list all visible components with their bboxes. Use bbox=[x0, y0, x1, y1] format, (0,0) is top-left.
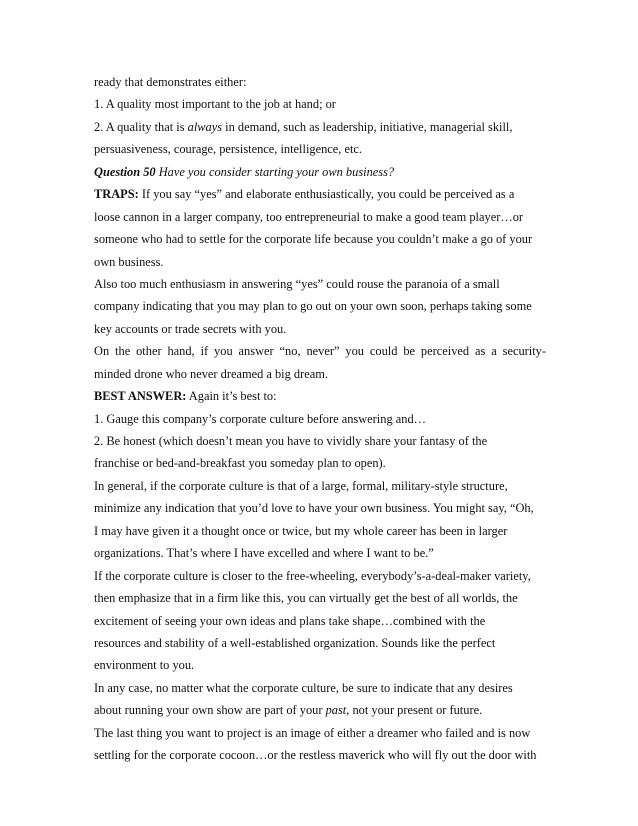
text-segment: Also too much enthusiasm in answering “yes” could rouse the paranoia of a small bbox=[94, 276, 500, 291]
text-line bbox=[94, 744, 546, 766]
text-line bbox=[94, 610, 546, 632]
text-segment: minded drone who never dreamed a big dream. bbox=[94, 366, 328, 381]
text-line bbox=[94, 138, 546, 160]
text-segment: minimize any indication that you’d love to have your own business. You might say, “Oh, bbox=[94, 501, 534, 516]
text-line bbox=[94, 71, 546, 93]
text-line bbox=[94, 385, 546, 407]
text-segment: persuasiveness, courage, persistence, intelligence, etc. bbox=[94, 142, 363, 157]
text-line bbox=[94, 632, 546, 654]
text-segment: resources and stability of a well-established organization. Sounds like the perfect bbox=[94, 635, 496, 650]
text-segment: 1. A quality most important to the job at hand; or bbox=[94, 97, 336, 112]
text-line bbox=[94, 565, 546, 587]
text-segment: TRAPS: bbox=[94, 187, 139, 202]
text-line bbox=[94, 497, 546, 519]
text-segment: 1. Gauge this company’s corporate culture before answering and… bbox=[94, 411, 427, 426]
text-line bbox=[94, 475, 546, 497]
text-line bbox=[94, 273, 546, 295]
text-segment: If the corporate culture is closer to the free-wheeling, everybody’s-a-deal-maker variety, bbox=[94, 568, 531, 583]
document-page bbox=[94, 71, 546, 767]
text-segment: past bbox=[325, 703, 347, 718]
text-segment: own business. bbox=[94, 254, 164, 269]
text-segment: someone who had to settle for the corporate life because you couldn’t make a go of your bbox=[94, 232, 533, 247]
text-line bbox=[94, 520, 546, 542]
text-segment: , not your present or future. bbox=[346, 703, 483, 718]
text-segment: The last thing you want to project is an image of either a dreamer who failed and is now bbox=[94, 725, 531, 740]
text-line bbox=[94, 722, 546, 744]
text-segment: always bbox=[187, 119, 223, 134]
text-line bbox=[94, 93, 546, 115]
text-segment: about running your own show are part of your bbox=[94, 703, 326, 718]
text-segment: I may have given it a thought once or twice, but my whole career has been in larger bbox=[94, 523, 508, 538]
text-segment: settling for the corporate cocoon…or the restless maverick who will fly out the door with bbox=[94, 748, 537, 763]
text-segment: In any case, no matter what the corporate culture, be sure to indicate that any desires bbox=[94, 680, 513, 695]
text-segment: then emphasize that in a firm like this, you can virtually get the best of all worlds, the bbox=[94, 591, 518, 606]
text-line bbox=[94, 228, 546, 250]
text-line bbox=[94, 295, 546, 317]
text-segment: 2. Be honest (which doesn’t mean you have to vividly share your fantasy of the bbox=[94, 434, 488, 448]
text-line bbox=[94, 206, 546, 228]
text-line bbox=[94, 542, 546, 564]
text-segment: key accounts or trade secrets with you. bbox=[94, 321, 287, 336]
text-line bbox=[94, 251, 546, 273]
text-line bbox=[94, 340, 546, 362]
text-line bbox=[94, 363, 546, 385]
text-segment: Again it’s best to: bbox=[186, 389, 277, 404]
text-segment: in demand, such as leadership, initiative, managerial skill, bbox=[222, 119, 513, 134]
text-segment: If you say “yes” and elaborate enthusiastically, you could be perceived as a bbox=[138, 187, 515, 202]
text-line bbox=[94, 430, 546, 452]
text-segment: ready that demonstrates either: bbox=[94, 75, 247, 89]
text-line bbox=[94, 452, 546, 474]
text-segment: Have you consider starting your own business? bbox=[155, 164, 395, 179]
text-line bbox=[94, 654, 546, 676]
text-line bbox=[94, 318, 546, 340]
text-segment: BEST ANSWER: bbox=[94, 389, 187, 404]
text-segment: organizations. That’s where I have excelled and where I want to be.” bbox=[94, 546, 434, 561]
text-line bbox=[94, 161, 546, 183]
text-line bbox=[94, 116, 546, 138]
text-segment: On the other hand, if you answer “no, never” you could be perceived as a security- bbox=[94, 344, 546, 359]
text-segment: environment to you. bbox=[94, 658, 195, 673]
text-line bbox=[94, 677, 546, 699]
text-segment: company indicating that you may plan to go out on your own soon, perhaps taking some bbox=[94, 299, 532, 314]
text-segment: Question 50 bbox=[94, 164, 156, 179]
text-line bbox=[94, 408, 546, 430]
text-segment: In general, if the corporate culture is that of a large, formal, military-style structure, bbox=[94, 478, 508, 493]
text-segment: franchise or bed-and-breakfast you someday plan to open). bbox=[94, 456, 386, 471]
text-segment: excitement of seeing your own ideas and plans take shape…combined with the bbox=[94, 613, 486, 628]
text-line bbox=[94, 699, 546, 721]
text-line bbox=[94, 183, 546, 205]
text-segment: 2. A quality that is bbox=[94, 119, 188, 134]
text-line bbox=[94, 587, 546, 609]
text-segment: loose cannon in a larger company, too entrepreneurial to make a good team player…or bbox=[94, 209, 524, 224]
